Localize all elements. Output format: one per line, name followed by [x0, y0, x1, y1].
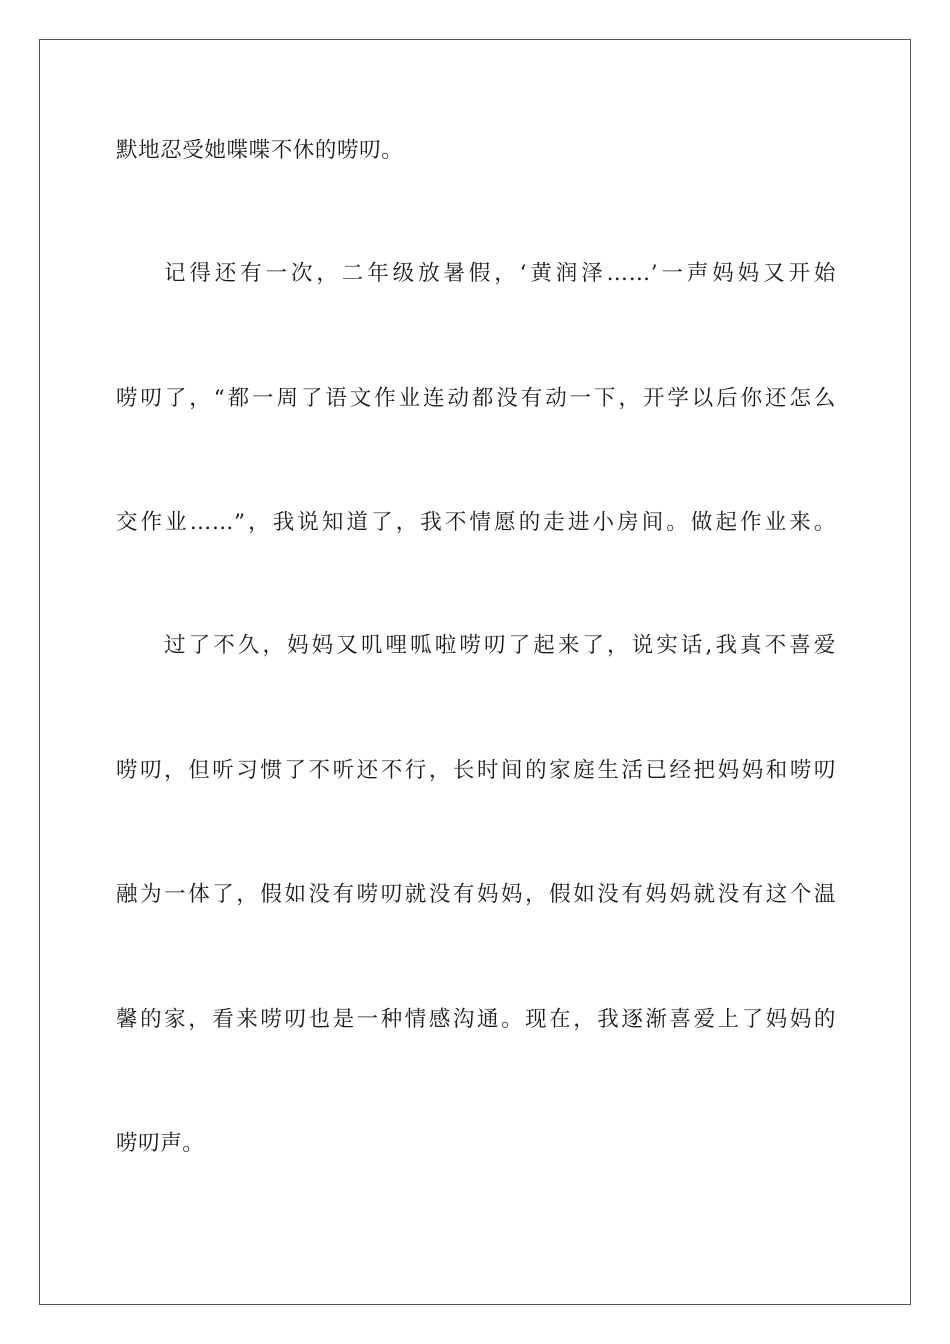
- text-line-9: 唠叨声。: [116, 1131, 205, 1156]
- text-line-2: 记得还有一次，二年级放暑假，‘黄润泽……’一声妈妈又开始: [164, 261, 836, 286]
- text-line-5: 过了不久，妈妈又叽哩呱啦唠叨了起来了，说实话,我真不喜爱: [164, 633, 836, 658]
- text-line-7: 融为一体了，假如没有唠叨就没有妈妈，假如没有妈妈就没有这个温: [116, 882, 836, 907]
- text-line-3: 唠叨了，“都一周了语文作业连动都没有动一下，开学以后你还怎么: [116, 386, 836, 411]
- text-line-4: 交作业……”，我说知道了，我不情愿的走进小房间。做起作业来。: [116, 510, 836, 535]
- text-line-6: 唠叨，但听习惯了不听还不行，长时间的家庭生活已经把妈妈和唠叨: [116, 758, 836, 783]
- page-border: [39, 39, 911, 1305]
- text-line-8: 馨的家，看来唠叨也是一种情感沟通。现在，我逐渐喜爱上了妈妈的: [116, 1007, 836, 1032]
- text-line-1: 默地忍受她喋喋不休的唠叨。: [116, 138, 404, 163]
